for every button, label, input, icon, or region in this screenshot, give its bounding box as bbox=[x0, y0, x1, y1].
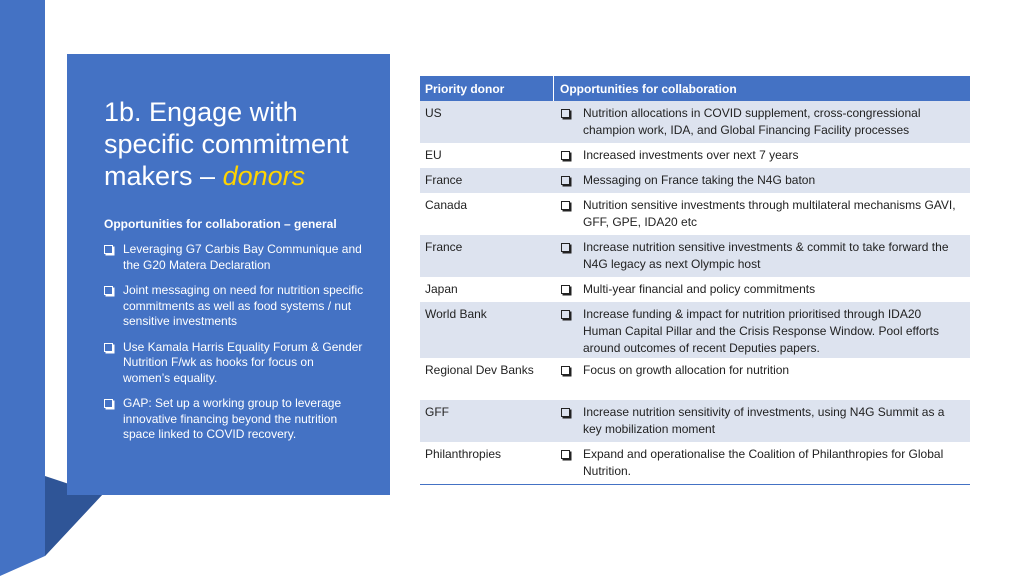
table-row bbox=[420, 168, 970, 193]
checkbox-bullet-icon bbox=[561, 366, 570, 375]
checkbox-bullet-icon bbox=[104, 286, 113, 295]
checkbox-bullet-icon bbox=[561, 310, 570, 319]
donor-cell: US bbox=[425, 106, 442, 120]
donor-cell: France bbox=[425, 173, 463, 187]
list-item bbox=[104, 340, 364, 387]
donor-cell: Regional Dev Banks bbox=[425, 363, 534, 377]
checkbox-bullet-icon bbox=[104, 399, 113, 408]
checkbox-bullet-icon bbox=[561, 109, 570, 118]
checkbox-bullet-icon bbox=[561, 285, 570, 294]
donor-cell: GFF bbox=[425, 405, 449, 419]
opportunity-cell: Expand and operationalise the Coalition of Philanthropies for Global Nutrition. bbox=[583, 447, 944, 478]
table-row bbox=[420, 358, 970, 400]
table-header bbox=[420, 76, 970, 101]
header-opportunities: Opportunities for collaboration bbox=[560, 82, 737, 96]
table-row bbox=[420, 442, 970, 484]
donor-cell: World Bank bbox=[425, 307, 487, 321]
page-title bbox=[104, 96, 374, 192]
checkbox-bullet-icon bbox=[104, 245, 113, 254]
header-priority-donor: Priority donor bbox=[420, 76, 554, 101]
table-row bbox=[420, 101, 970, 143]
bullet-text: Use Kamala Harris Equality Forum & Gender Nutrition F/wk as hooks for focus on women’s equality. bbox=[123, 339, 363, 385]
donor-cell: Philanthropies bbox=[425, 447, 502, 461]
checkbox-bullet-icon bbox=[104, 343, 113, 352]
bullet-text: Leveraging G7 Carbis Bay Communique and the G20 Matera Declaration bbox=[123, 242, 362, 272]
table-row bbox=[420, 302, 970, 358]
checkbox-bullet-icon bbox=[561, 176, 570, 185]
opportunity-cell: Increase nutrition sensitivity of investments, using N4G Summit as a key mobilization moment bbox=[583, 405, 945, 436]
opportunity-cell: Nutrition allocations in COVID supplement, cross-congressional champion work, IDA, and Global Financing Facility processes bbox=[583, 106, 921, 137]
checkbox-bullet-icon bbox=[561, 243, 570, 252]
opportunity-cell: Increased investments over next 7 years bbox=[583, 148, 799, 162]
checkbox-bullet-icon bbox=[561, 408, 570, 417]
opportunity-cell: Increase nutrition sensitive investments & commit to take forward the N4G legacy as next Olympic host bbox=[583, 240, 949, 271]
title-accent: donors bbox=[222, 161, 306, 191]
panel-subtitle: Opportunities for collaboration – general bbox=[104, 217, 337, 231]
list-item bbox=[104, 283, 364, 330]
title-panel bbox=[67, 54, 390, 495]
donor-cell: France bbox=[425, 240, 463, 254]
table-row bbox=[420, 235, 970, 277]
checkbox-bullet-icon bbox=[561, 151, 570, 160]
opportunity-cell: Nutrition sensitive investments through multilateral mechanisms GAVI, GFF, GPE, IDA20 etc bbox=[583, 198, 956, 229]
donor-cell: Japan bbox=[425, 282, 458, 296]
bullet-text: GAP: Set up a working group to leverage innovative financing beyond the nutrition space linked to COVID recovery. bbox=[123, 396, 342, 441]
donor-cell: Canada bbox=[425, 198, 468, 212]
table-row bbox=[420, 193, 970, 235]
table-row bbox=[420, 277, 970, 302]
table-row bbox=[420, 400, 970, 442]
list-item bbox=[104, 396, 364, 443]
list-item bbox=[104, 242, 364, 273]
donor-cell: EU bbox=[425, 148, 442, 162]
table-row bbox=[420, 143, 970, 168]
title-main: 1b. Engage with specific commitment makers – bbox=[104, 97, 349, 191]
opportunity-cell: Focus on growth allocation for nutrition bbox=[583, 363, 790, 377]
donor-table bbox=[420, 76, 970, 485]
opportunity-cell: Multi-year financial and policy commitments bbox=[583, 282, 816, 296]
opportunity-cell: Messaging on France taking the N4G baton bbox=[583, 173, 816, 187]
opportunity-cell: Increase funding & impact for nutrition prioritised through IDA20 Human Capital Pillar and the Crisis Response Window. Pool efforts around outcomes of recent Deputies papers. bbox=[583, 307, 939, 355]
bullet-text: Joint messaging on need for nutrition specific commitments as well as food systems / nut sensitive investments bbox=[123, 283, 364, 328]
checkbox-bullet-icon bbox=[561, 201, 570, 210]
checkbox-bullet-icon bbox=[561, 450, 570, 459]
general-opportunities-list bbox=[104, 242, 364, 453]
